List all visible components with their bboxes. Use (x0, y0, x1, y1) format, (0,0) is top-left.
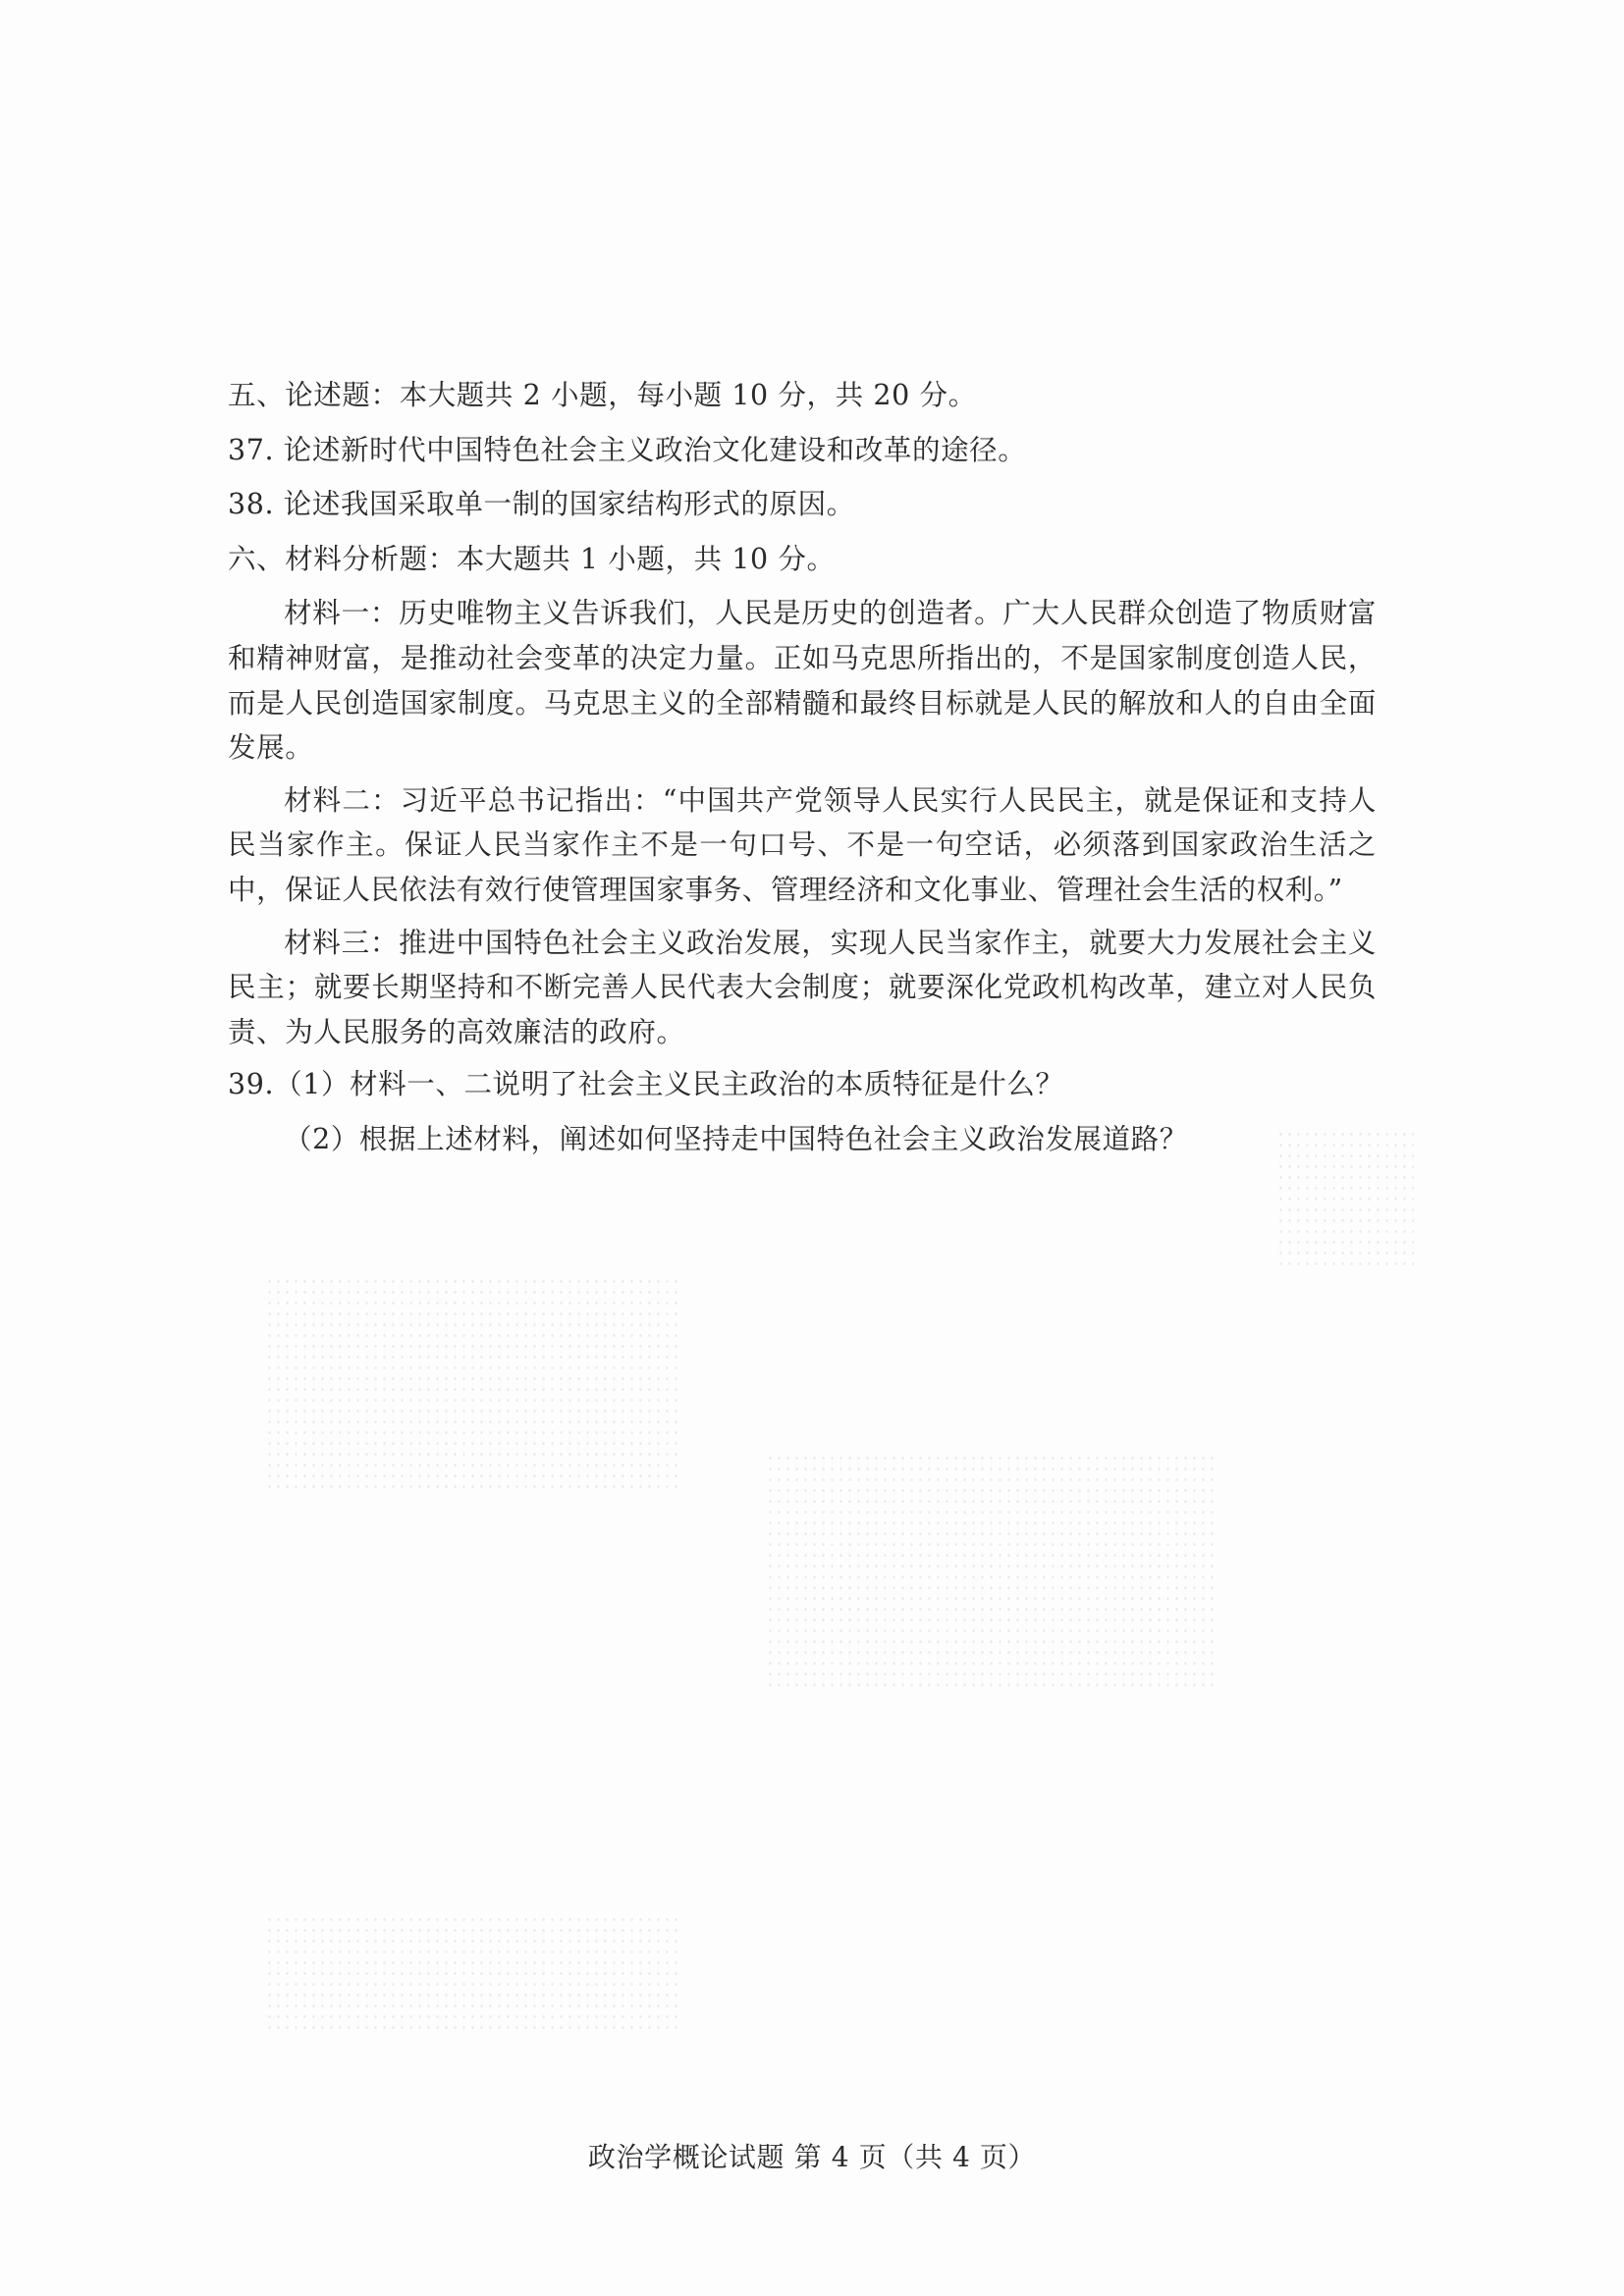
question-39-part-2: （2）根据上述材料，阐述如何坚持走中国特色社会主义政治发展道路？ (284, 1122, 1188, 1155)
page-footer: 政治学概论试题 第 4 页（共 4 页） (587, 2141, 1037, 2173)
question-38: 38. 论述我国采取单一制的国家结构形式的原因。 (228, 488, 855, 521)
material-1: 材料一：历史唯物主义告诉我们，人民是历史的创造者。广大人民群众创造了物质财富和精神财富，是推动社会变革的决定力量。正如马克思所指出的，不是国家制度创造人民，而是人民创造国家制度。马克思主义的全部精髓和最终目标就是人民的解放和人的自由全面发展。 (228, 597, 1377, 765)
scan-speckle (766, 1453, 1218, 1688)
material-2: 材料二：习近平总书记指出：“中国共产党领导人民实行人民民主，就是保证和支持人民当家作主。保证人民当家作主不是一句口号、不是一句空话，必须落到国家政治生活之中，保证人民依法有效行使管理国家事务、管理经济和文化事业、管理社会生活的权利。” (228, 783, 1377, 906)
question-39-part-1: 39.（1）材料一、二说明了社会主义民主政治的本质特征是什么？ (228, 1068, 1064, 1101)
scan-speckle (265, 1914, 677, 2032)
question-37: 37. 论述新时代中国特色社会主义政治文化建设和改革的途径。 (228, 433, 1027, 466)
exam-content (228, 373, 1377, 1172)
section-5-heading: 五、论述题：本大题共 2 小题，每小题 10 分，共 20 分。 (228, 379, 977, 411)
scan-speckle (265, 1276, 677, 1492)
material-3: 材料三：推进中国特色社会主义政治发展，实现人民当家作主，就要大力发展社会主义民主；就要长期坚持和不断完善人民代表大会制度；就要深化党政机构改革，建立对人民负责、为人民服务的高效廉洁的政府。 (228, 926, 1377, 1048)
section-6-heading: 六、材料分析题：本大题共 1 小题，共 10 分。 (228, 542, 836, 575)
